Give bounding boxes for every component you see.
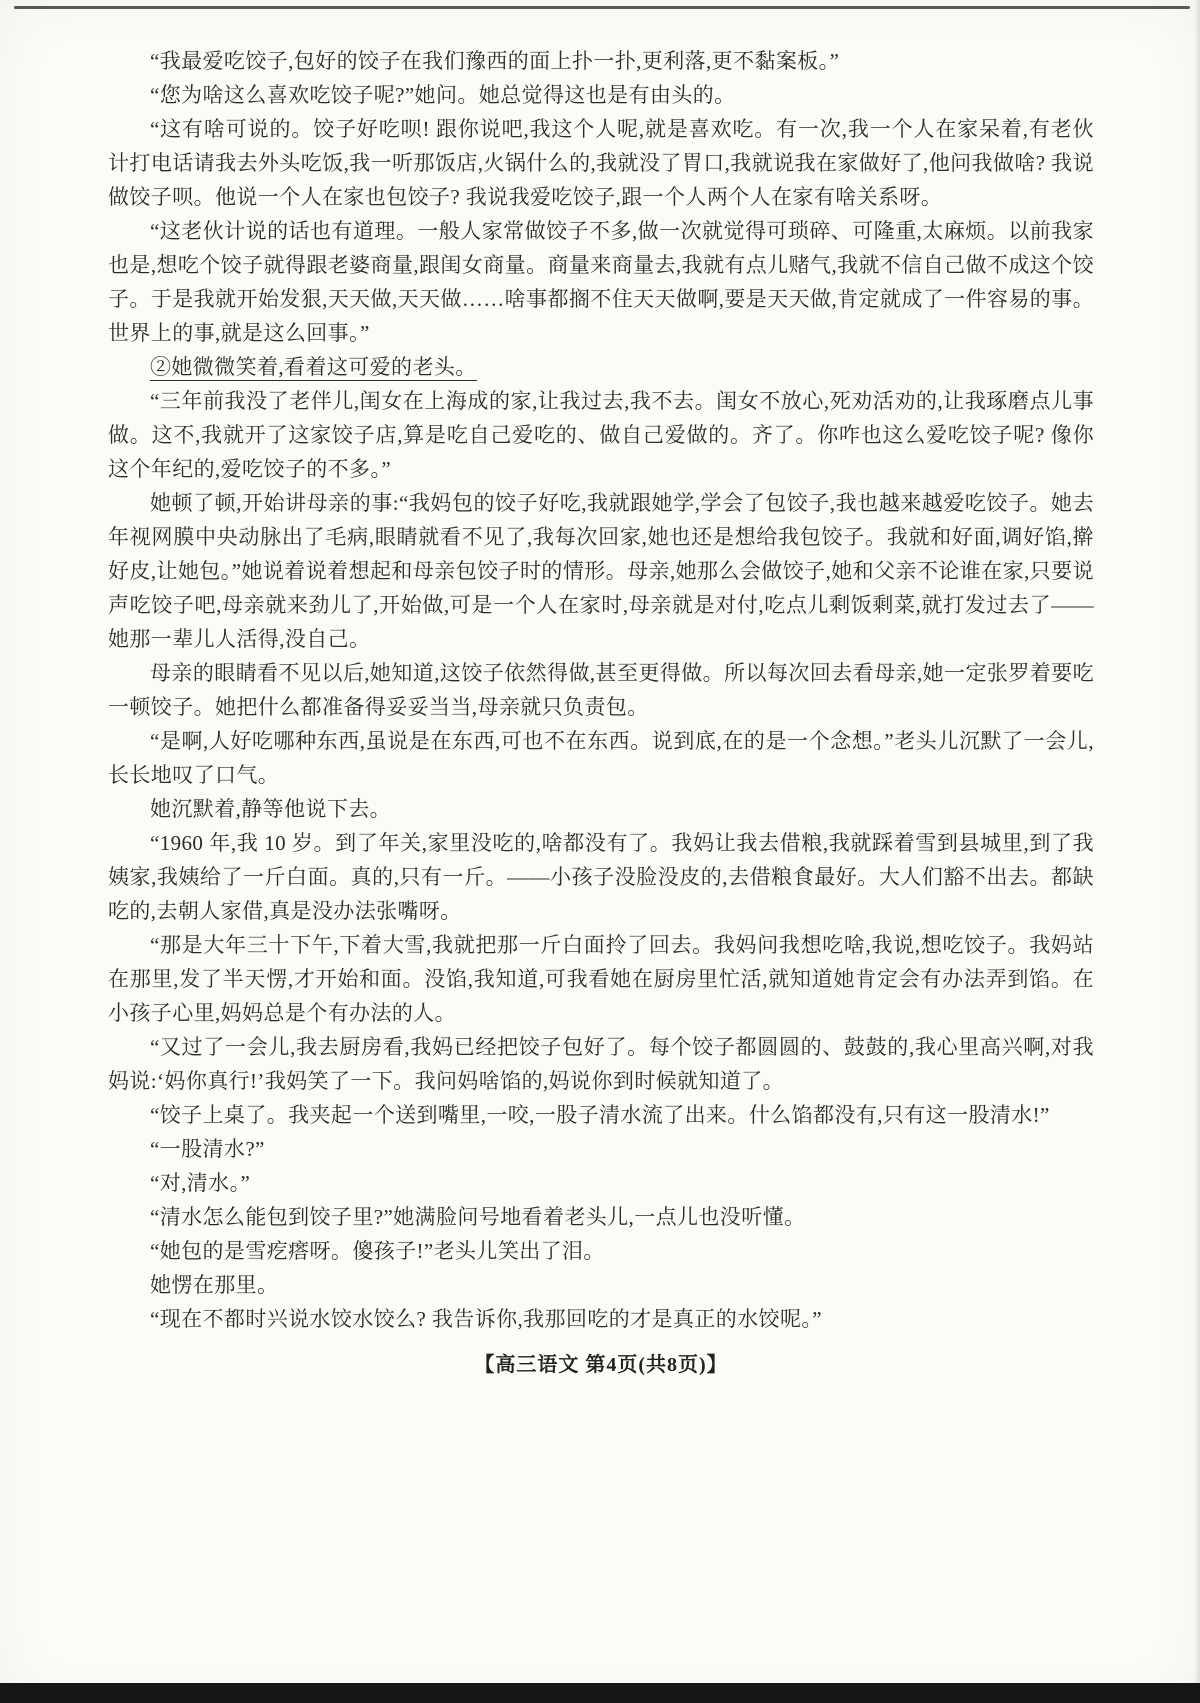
paragraph: “对,清水。” [150,1171,251,1195]
underlined-sentence-2: ②她微微笑着,看着这可爱的老头。 [150,355,477,379]
scan-top-edge [14,6,1190,9]
paragraph: “是啊,人好吃哪种东西,虽说是在东西,可也不在东西。说到底,在的是一个念想。”老头儿沉默了一会儿,长长地叹了口气。 [108,729,1094,787]
paragraph: “饺子上桌了。我夹起一个送到嘴里,一咬,一股子清水流了出来。什么馅都没有,只有这一股清水!” [150,1103,1050,1127]
paragraph: “那是大年三十下午,下着大雪,我就把那一斤白面拎了回去。我妈问我想吃啥,我说,想吃饺子。我妈站在那里,发了半天愣,才开始和面。没馅,我知道,可我看她在厨房里忙活,就知道她肯定会有办法弄到馅。在小孩子心里,妈妈总是个有办法的人。 [108,933,1094,1025]
paragraph: 她愣在那里。 [150,1273,279,1297]
page-footer: 【高三语文 第4页(共8页)】 [474,1354,728,1376]
paragraph: “她包的是雪疙瘩呀。傻孩子!”老头儿笑出了泪。 [150,1239,605,1263]
paragraph: “清水怎么能包到饺子里?”她满脸问号地看着老头儿,一点儿也没听懂。 [150,1205,806,1229]
paragraph: 她沉默着,静等他说下去。 [150,797,392,821]
paragraph: “三年前我没了老伴儿,闺女在上海成的家,让我过去,我不去。闺女不放心,死劝活劝的,让我琢磨点儿事做。这不,我就开了这家饺子店,算是吃自己爱吃的、做自己爱做的。齐了。你咋也这么爱吃饺子呢? 像你这个年纪的,爱吃饺子的不多。” [108,389,1094,481]
paragraph: 母亲的眼睛看不见以后,她知道,这饺子依然得做,甚至更得做。所以每次回去看母亲,她一定张罗着要吃一顿饺子。她把什么都准备得妥妥当当,母亲就只负责包。 [108,661,1094,719]
paragraph: “这有啥可说的。饺子好吃呗! 跟你说吧,我这个人呢,就是喜欢吃。有一次,我一个人在家呆着,有老伙计打电话请我去外头吃饭,我一听那饭店,火锅什么的,我就没了胃口,我就说我在家做好了,他问我做啥? 我说做饺子呗。他说一个人在家也包饺子? 我说我爱吃饺子,跟一个人两个人在家有啥关系呀。 [108,117,1094,209]
paragraph: “1960 年,我 10 岁。到了年关,家里没吃的,啥都没有了。我妈让我去借粮,我就踩着雪到县城里,到了我姨家,我姨给了一斤白面。真的,只有一斤。——小孩子没脸没皮的,去借粮食最好。大人们豁不出去。都缺吃的,去朝人家借,真是没办法张嘴呀。 [108,831,1094,923]
paragraph: “我最爱吃饺子,包好的饺子在我们豫西的面上扑一扑,更利落,更不黏案板。” [150,49,840,73]
scan-right-shade [1194,0,1200,1703]
reading-passage [108,44,1094,1336]
paragraph: “您为啥这么喜欢吃饺子呢?”她问。她总觉得这也是有由头的。 [150,83,736,107]
paragraph: “一股清水?” [150,1137,265,1161]
document-body [108,44,1094,1380]
scan-bottom-edge [0,1683,1200,1703]
paragraph: “现在不都时兴说水饺水饺么? 我告诉你,我那回吃的才是真正的水饺呢。” [150,1307,822,1331]
paragraph: “又过了一会儿,我去厨房看,我妈已经把饺子包好了。每个饺子都圆圆的、鼓鼓的,我心里高兴啊,对我妈说:‘妈你真行!’我妈笑了一下。我问妈啥馅的,妈说你到时候就知道了。 [108,1035,1094,1093]
paragraph: 她顿了顿,开始讲母亲的事:“我妈包的饺子好吃,我就跟她学,学会了包饺子,我也越来越爱吃饺子。她去年视网膜中央动脉出了毛病,眼睛就看不见了,我每次回家,她也还是想给我包饺子。我就和好面,调好馅,擀好皮,让她包。”她说着说着想起和母亲包饺子时的情形。母亲,她那么会做饺子,她和父亲不论谁在家,只要说声吃饺子吧,母亲就来劲儿了,开始做,可是一个人在家时,母亲就是对付,吃点儿剩饭剩菜,就打发过去了——她那一辈儿人活得,没自己。 [108,491,1094,651]
paragraph: “这老伙计说的话也有道理。一般人家常做饺子不多,做一次就觉得可琐碎、可隆重,太麻烦。以前我家也是,想吃个饺子就得跟老婆商量,跟闺女商量。商量来商量去,我就有点儿赌气,我就不信自己做不成这个饺子。于是我就开始发狠,天天做,天天做……啥事都搁不住天天做啊,要是天天做,肯定就成了一件容易的事。世界上的事,就是这么回事。” [108,219,1094,345]
